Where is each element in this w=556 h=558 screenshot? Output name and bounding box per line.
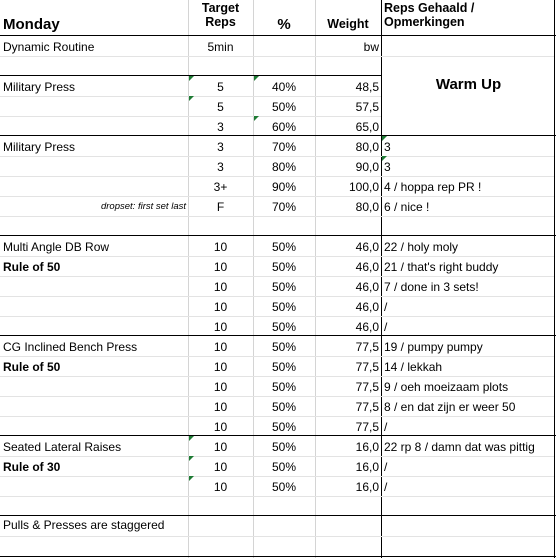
- row-gridline-22: [0, 476, 554, 477]
- cell-name-row-0[interactable]: Dynamic Routine: [3, 40, 95, 54]
- cell-pct-row-13[interactable]: 50%: [271, 300, 297, 314]
- cell-pct-row-5[interactable]: 70%: [271, 140, 297, 154]
- row-gridline-9: [0, 216, 554, 217]
- comment-marker-icon[interactable]: [382, 136, 387, 141]
- cell-name-row-16[interactable]: Rule of 50: [3, 360, 61, 374]
- section-border-5: [0, 435, 556, 436]
- comment-marker-icon[interactable]: [189, 96, 194, 101]
- cell-remark-row-8[interactable]: 6 / nice !: [384, 200, 430, 214]
- row-gridline-7: [0, 176, 554, 177]
- cell-reps-row-17[interactable]: 10: [213, 380, 228, 394]
- cell-pct-row-3[interactable]: 50%: [271, 100, 297, 114]
- section-border-6: [0, 515, 556, 516]
- cell-remark-row-20[interactable]: 22 rp 8 / damn dat was pittig: [384, 440, 535, 454]
- cell-pct-row-2[interactable]: 40%: [271, 80, 297, 94]
- cell-name-row-5[interactable]: Military Press: [3, 140, 76, 154]
- row-gridline-21: [0, 456, 554, 457]
- cell-pct-row-21[interactable]: 50%: [271, 460, 297, 474]
- cell-pct-row-14[interactable]: 50%: [271, 320, 297, 334]
- cell-remark-row-6[interactable]: 3: [384, 160, 391, 174]
- sheet-title[interactable]: Monday: [3, 16, 60, 33]
- row-gridline-12: [0, 276, 554, 277]
- section-border-3: [0, 235, 556, 236]
- cell-weight-row-21[interactable]: 16,0: [355, 460, 379, 474]
- cell-pct-row-8[interactable]: 70%: [271, 200, 297, 214]
- cell-name-row-10[interactable]: Multi Angle DB Row: [3, 240, 110, 254]
- comment-marker-icon[interactable]: [382, 156, 387, 161]
- cell-reps-row-4[interactable]: 3: [217, 120, 224, 134]
- cell-weight-row-7[interactable]: 100,0: [348, 180, 379, 194]
- cell-remark-row-17[interactable]: 9 / oeh moeizaam plots: [384, 380, 509, 394]
- cell-weight-row-10[interactable]: 46,0: [355, 240, 379, 254]
- column-divider-2: [315, 0, 316, 558]
- comment-marker-icon[interactable]: [254, 76, 259, 81]
- cell-weight-row-19[interactable]: 77,5: [355, 420, 379, 434]
- row-gridline-19: [0, 416, 554, 417]
- cell-name-row-2[interactable]: Military Press: [3, 80, 76, 94]
- cell-name-row-11[interactable]: Rule of 50: [3, 260, 61, 274]
- comment-marker-icon[interactable]: [254, 116, 259, 121]
- cell-reps-row-0[interactable]: 5min: [207, 40, 234, 54]
- cell-weight-row-3[interactable]: 57,5: [355, 100, 379, 114]
- cell-reps-row-22[interactable]: 10: [213, 480, 228, 494]
- cell-reps-row-3[interactable]: 5: [217, 100, 224, 114]
- cell-pct-row-12[interactable]: 50%: [271, 280, 297, 294]
- column-divider-0: [188, 0, 189, 558]
- cell-weight-row-8[interactable]: 80,0: [355, 200, 379, 214]
- row-gridline-8: [0, 196, 554, 197]
- row-gridline-4: [0, 116, 381, 117]
- cell-reps-row-6[interactable]: 3: [217, 160, 224, 174]
- header-remarks[interactable]: Reps Gehaald / Opmerkingen: [384, 1, 475, 29]
- cell-remark-row-12[interactable]: 7 / done in 3 sets!: [384, 280, 479, 294]
- cell-pct-row-4[interactable]: 60%: [271, 120, 297, 134]
- cell-pct-row-18[interactable]: 50%: [271, 400, 297, 414]
- section-border-7: [0, 556, 556, 557]
- cell-pct-row-19[interactable]: 50%: [271, 420, 297, 434]
- warm-up-label[interactable]: Warm Up: [435, 76, 502, 93]
- cell-weight-row-18[interactable]: 77,5: [355, 400, 379, 414]
- cell-reps-row-11[interactable]: 10: [213, 260, 228, 274]
- cell-reps-row-5[interactable]: 3: [217, 140, 224, 154]
- cell-remark-row-16[interactable]: 14 / lekkah: [384, 360, 443, 374]
- cell-weight-row-17[interactable]: 77,5: [355, 380, 379, 394]
- cell-weight-row-0[interactable]: bw: [363, 40, 379, 54]
- cell-reps-row-8[interactable]: F: [216, 200, 225, 214]
- cell-weight-row-15[interactable]: 77,5: [355, 340, 379, 354]
- cell-remark-row-10[interactable]: 22 / holy moly: [384, 240, 459, 254]
- section-border-2: [0, 135, 556, 136]
- cell-pct-row-6[interactable]: 80%: [271, 160, 297, 174]
- row-gridline-11: [0, 256, 554, 257]
- cell-remark-row-11[interactable]: 21 / that's right buddy: [384, 260, 499, 274]
- header-weight[interactable]: Weight: [327, 17, 369, 31]
- cell-reps-row-21[interactable]: 10: [213, 460, 228, 474]
- cell-reps-row-20[interactable]: 10: [213, 440, 228, 454]
- cell-reps-row-15[interactable]: 10: [213, 340, 228, 354]
- row-gridline-17: [0, 376, 554, 377]
- cell-pct-row-16[interactable]: 50%: [271, 360, 297, 374]
- comment-marker-icon[interactable]: [189, 476, 194, 481]
- cell-pct-row-15[interactable]: 50%: [271, 340, 297, 354]
- cell-name-row-8[interactable]: dropset: first set last: [100, 201, 186, 212]
- cell-name-row-24[interactable]: Pulls & Presses are staggered: [3, 518, 165, 532]
- cell-name-row-21[interactable]: Rule of 30: [3, 460, 61, 474]
- cell-reps-row-7[interactable]: 3+: [213, 180, 228, 194]
- cell-remark-row-7[interactable]: 4 / hoppa rep PR !: [384, 180, 482, 194]
- cell-reps-row-16[interactable]: 10: [213, 360, 228, 374]
- row-gridline-18: [0, 396, 554, 397]
- cell-reps-row-19[interactable]: 10: [213, 420, 228, 434]
- cell-weight-row-11[interactable]: 46,0: [355, 260, 379, 274]
- row-gridline-1: [0, 56, 554, 57]
- row-gridline-13: [0, 296, 554, 297]
- cell-name-row-15[interactable]: CG Inclined Bench Press: [3, 340, 138, 354]
- section-border-4: [0, 335, 556, 336]
- comment-marker-icon[interactable]: [189, 76, 194, 81]
- cell-pct-row-7[interactable]: 90%: [271, 180, 297, 194]
- cell-weight-row-14[interactable]: 46,0: [355, 320, 379, 334]
- row-gridline-25: [0, 536, 554, 537]
- header-percent[interactable]: %: [277, 16, 291, 33]
- column-divider-1: [253, 0, 254, 558]
- cell-weight-row-2[interactable]: 48,5: [355, 80, 379, 94]
- cell-reps-row-12[interactable]: 10: [213, 280, 228, 294]
- cell-pct-row-22[interactable]: 50%: [271, 480, 297, 494]
- section-border-0: [0, 35, 556, 36]
- cell-weight-row-13[interactable]: 46,0: [355, 300, 379, 314]
- cell-remark-row-13[interactable]: /: [384, 300, 388, 314]
- cell-weight-row-16[interactable]: 77,5: [355, 360, 379, 374]
- comment-marker-icon[interactable]: [189, 456, 194, 461]
- cell-pct-row-11[interactable]: 50%: [271, 260, 297, 274]
- cell-reps-row-2[interactable]: 5: [217, 80, 224, 94]
- cell-pct-row-10[interactable]: 50%: [271, 240, 297, 254]
- row-gridline-6: [0, 156, 554, 157]
- column-border-0: [381, 0, 382, 558]
- cell-name-row-20[interactable]: Seated Lateral Raises: [3, 440, 122, 454]
- comment-marker-icon[interactable]: [189, 436, 194, 441]
- cell-reps-row-10[interactable]: 10: [213, 240, 228, 254]
- cell-weight-row-12[interactable]: 46,0: [355, 280, 379, 294]
- cell-remark-row-21[interactable]: /: [384, 460, 388, 474]
- cell-weight-row-6[interactable]: 90,0: [355, 160, 379, 174]
- cell-remark-row-15[interactable]: 19 / pumpy pumpy: [384, 340, 483, 354]
- cell-remark-row-22[interactable]: /: [384, 480, 388, 494]
- row-gridline-16: [0, 356, 554, 357]
- cell-weight-row-4[interactable]: 65,0: [355, 120, 379, 134]
- cell-reps-row-14[interactable]: 10: [213, 320, 228, 334]
- cell-remark-row-14[interactable]: /: [384, 320, 388, 334]
- row-gridline-23: [0, 496, 554, 497]
- cell-pct-row-20[interactable]: 50%: [271, 440, 297, 454]
- column-border-1: [554, 0, 555, 558]
- cell-weight-row-5[interactable]: 80,0: [355, 140, 379, 154]
- cell-remark-row-5[interactable]: 3: [384, 140, 391, 154]
- cell-weight-row-22[interactable]: 16,0: [355, 480, 379, 494]
- row-gridline-14: [0, 316, 554, 317]
- cell-weight-row-20[interactable]: 16,0: [355, 440, 379, 454]
- cell-pct-row-17[interactable]: 50%: [271, 380, 297, 394]
- cell-reps-row-13[interactable]: 10: [213, 300, 228, 314]
- cell-reps-row-18[interactable]: 10: [213, 400, 228, 414]
- header-target-reps[interactable]: Target Reps: [201, 1, 240, 29]
- cell-remark-row-18[interactable]: 8 / en dat zijn er weer 50: [384, 400, 516, 414]
- cell-remark-row-19[interactable]: /: [384, 420, 388, 434]
